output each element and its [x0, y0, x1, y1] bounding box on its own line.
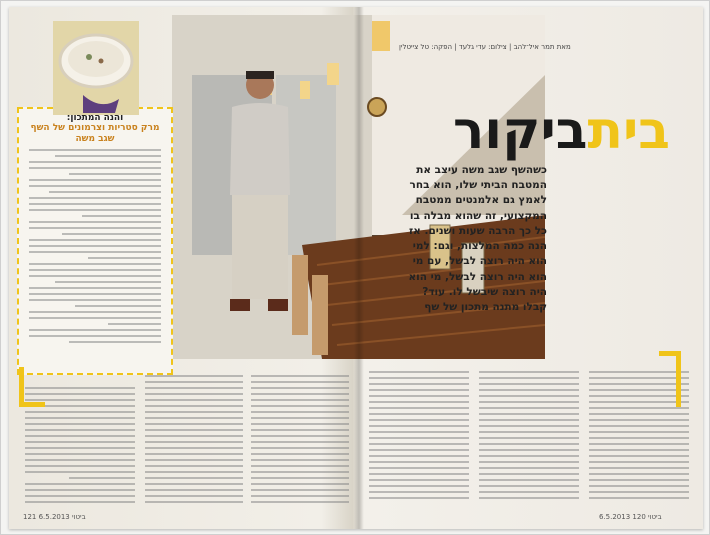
recipe-heading: [23, 113, 167, 146]
title-word-visit: ביקור: [453, 101, 588, 161]
article-deck: כשהשף שגב משה עיצב את המטבח הביתי שלו, הוא בחר לאמץ גם אלמנטים ממטבח המקצועי, זה שהוא מבלה בו כל כך הרבה שעות ושנים. אז הנה כמה המלצות, וגם: למי הוא היה רוצה לבשל, עם מי הוא היה רוצה לבשל, מי הוא היה רוצה שיבשל לו. עוד? קבלו מתנה מתכון של שף: [408, 164, 547, 313]
left-page-body-column-2: [145, 375, 243, 507]
magazine-spread: [9, 7, 703, 529]
page-spine: [354, 7, 364, 529]
soup-bowl-photo: [53, 21, 139, 115]
recipe-body-text: [29, 149, 161, 347]
right-page-body-column-1: [369, 371, 469, 503]
yellow-accent-corner-right: [659, 351, 681, 407]
photo-credits: מאת תמר איל־להב | צילום: עדי גלעד | הפקה: טל צייטלין: [399, 43, 571, 51]
left-page-body-column-3: [251, 375, 349, 507]
right-page-body-column-2: [479, 371, 579, 503]
title-word-house: בית: [587, 101, 671, 161]
recipe-title: מרק סטריות וצרמונים של השף שגב משה: [30, 123, 160, 145]
recipe-kicker: והנה המתכון:: [66, 113, 124, 123]
footer-left-page: 121 ביטוי 6.5.2013: [23, 513, 86, 521]
feature-title: [453, 101, 671, 161]
footer-right-page: 6.5.2013 ביטוי 120: [599, 513, 662, 521]
yellow-accent-corner-left: [19, 367, 45, 407]
